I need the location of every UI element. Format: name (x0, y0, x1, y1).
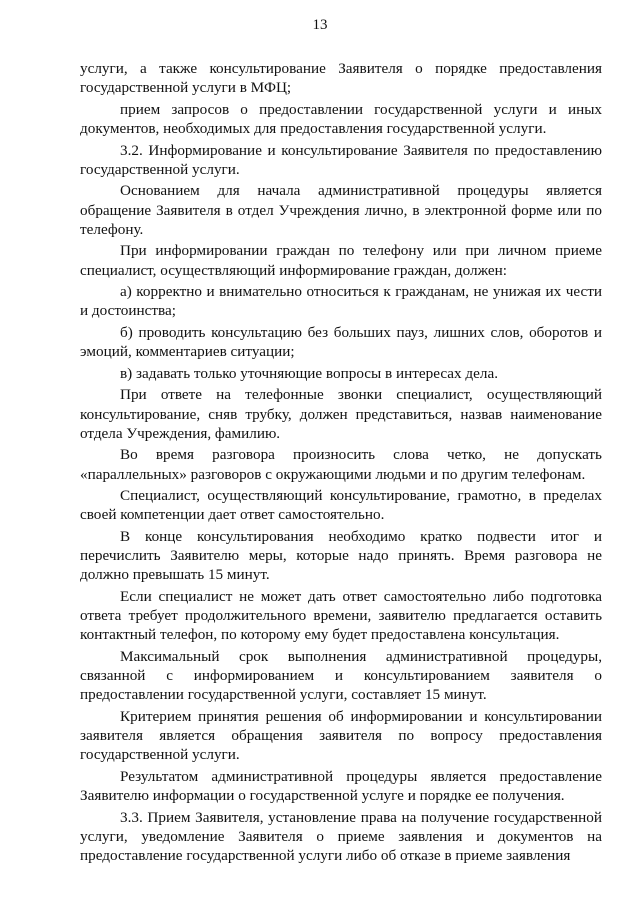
paragraph: Результатом административной процедуры является предоставление Заявителю информации о государственной услуге и порядке ее получения. (80, 767, 602, 805)
paragraph: услуги, а также консультирование Заявителя о порядке предоставления государственной услуги в МФЦ; (80, 60, 602, 97)
paragraph: Во время разговора произносить слова четко, не допускать «параллельных» разговоров с окружающими людьми и по другим телефонам. (80, 446, 602, 483)
paragraph: В конце консультирования необходимо кратко подвести итог и перечислить Заявителю меры, которые надо принять. Время разговора не должно превышать 15 минут. (80, 527, 602, 584)
paragraph: а) корректно и внимательно относиться к гражданам, не унижая их чести и достоинства; (80, 283, 602, 320)
paragraph: Специалист, осуществляющий консультирование, грамотно, в пределах своей компетенции дает ответ самостоятельно. (80, 487, 602, 524)
paragraph: Критерием принятия решения об информировании и консультировании заявителя является обращения заявителя по вопросу предоставления государственной услуги. (80, 707, 602, 764)
paragraph: При ответе на телефонные звонки специалист, осуществляющий консультирование, сняв трубку, должен представиться, назвав наименование отдела Учреждения, фамилию. (80, 386, 602, 442)
paragraph: Максимальный срок выполнения административной процедуры, связанной с информированием и консультированием заявителя о предоставлении государственной услуги, составляет 15 минут. (80, 647, 602, 704)
paragraph: 3.2. Информирование и консультирование Заявителя по предоставлению государственной услуги. (80, 141, 602, 178)
paragraph: в) задавать только уточняющие вопросы в интересах дела. (120, 364, 498, 382)
document-body (80, 59, 602, 868)
paragraph: прием запросов о предоставлении государственной услуги и иных документов, необходимых для предоставления государственной услуги. (80, 100, 602, 137)
paragraph: Если специалист не может дать ответ самостоятельно либо подготовка ответа требует продолжительного времени, заявителю предлагается оставить контактный телефон, по которому ему будет предоставлена консультация. (80, 587, 602, 644)
page-number: 13 (312, 17, 328, 33)
paragraph: Основанием для начала административной процедуры является обращение Заявителя в отдел Учреждения лично, в электронной форме или по телефону. (80, 182, 602, 238)
paragraph: б) проводить консультацию без больших пауз, лишних слов, оборотов и эмоций, комментариев ситуации; (80, 323, 602, 361)
paragraph: При информировании граждан по телефону или при личном приеме специалист, осуществляющий информирование граждан, должен: (80, 242, 602, 279)
paragraph: 3.3. Прием Заявителя, установление права на получение государственной услуги, уведомление Заявителя о приеме заявления и документов на предоставление государственной услуги либо об отказе в приеме заявления (80, 808, 602, 865)
